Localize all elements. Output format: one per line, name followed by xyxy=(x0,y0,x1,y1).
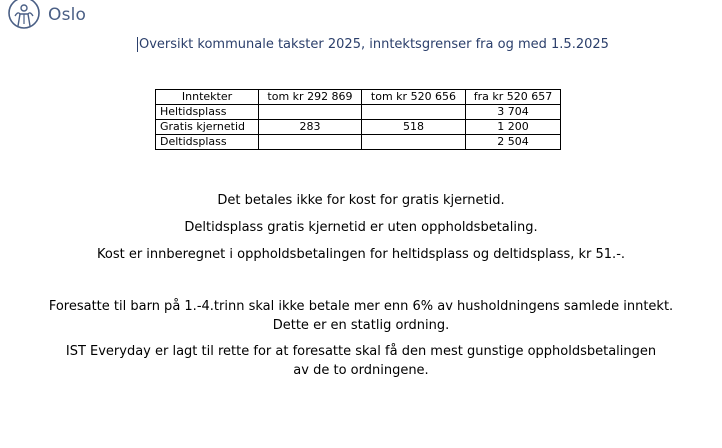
table-header-cell: tom kr 292 869 xyxy=(259,90,362,105)
table-cell: Gratis kjernetid xyxy=(156,120,259,135)
table-cell: 518 xyxy=(362,120,466,135)
table-cell xyxy=(362,105,466,120)
oslo-coat-of-arms-icon xyxy=(6,0,42,30)
table-cell: Heltidsplass xyxy=(156,105,259,120)
table-cell: 3 704 xyxy=(466,105,561,120)
table-cell xyxy=(259,105,362,120)
table-cell: Deltidsplass xyxy=(156,135,259,150)
document-title: Oversikt kommunale takster 2025, inntektsgrenser fra og med 1.5.2025 xyxy=(139,37,609,52)
paragraph-maksimal-inntekt: Foresatte til barn på 1.-4.trinn skal ikke betale mer enn 6% av husholdningens samlede inntekt. Dette er en statlig ordning. xyxy=(48,299,674,333)
table-cell: 1 200 xyxy=(466,120,561,135)
oslo-logo xyxy=(6,0,86,30)
table-row xyxy=(156,105,561,120)
table-cell xyxy=(259,135,362,150)
paragraph-kost-kjernetid: Det betales ikke for kost for gratis kjernetid. xyxy=(217,193,505,208)
table-header-cell: fra kr 520 657 xyxy=(466,90,561,105)
table-cell: 283 xyxy=(259,120,362,135)
table-row xyxy=(156,135,561,150)
table-header-row xyxy=(156,90,561,105)
paragraph-deltidsplass: Deltidsplass gratis kjernetid er uten oppholdsbetaling. xyxy=(184,220,538,235)
rates-table xyxy=(155,89,561,150)
paragraph-kost-innberegnet: Kost er innberegnet i oppholdsbetalingen for heltidsplass og deltidsplass, kr 51.-. xyxy=(96,247,626,262)
table-cell xyxy=(362,135,466,150)
table-cell: 2 504 xyxy=(466,135,561,150)
table-header-cell: tom kr 520 656 xyxy=(362,90,466,105)
table-row xyxy=(156,120,561,135)
paragraph-ist-everyday: IST Everyday er lagt til rette for at foresatte skal få den mest gunstige oppholdsbetalingen av de to ordningene. xyxy=(65,344,657,378)
table-header-cell: Inntekter xyxy=(156,90,259,105)
logo-text: Oslo xyxy=(48,5,87,25)
